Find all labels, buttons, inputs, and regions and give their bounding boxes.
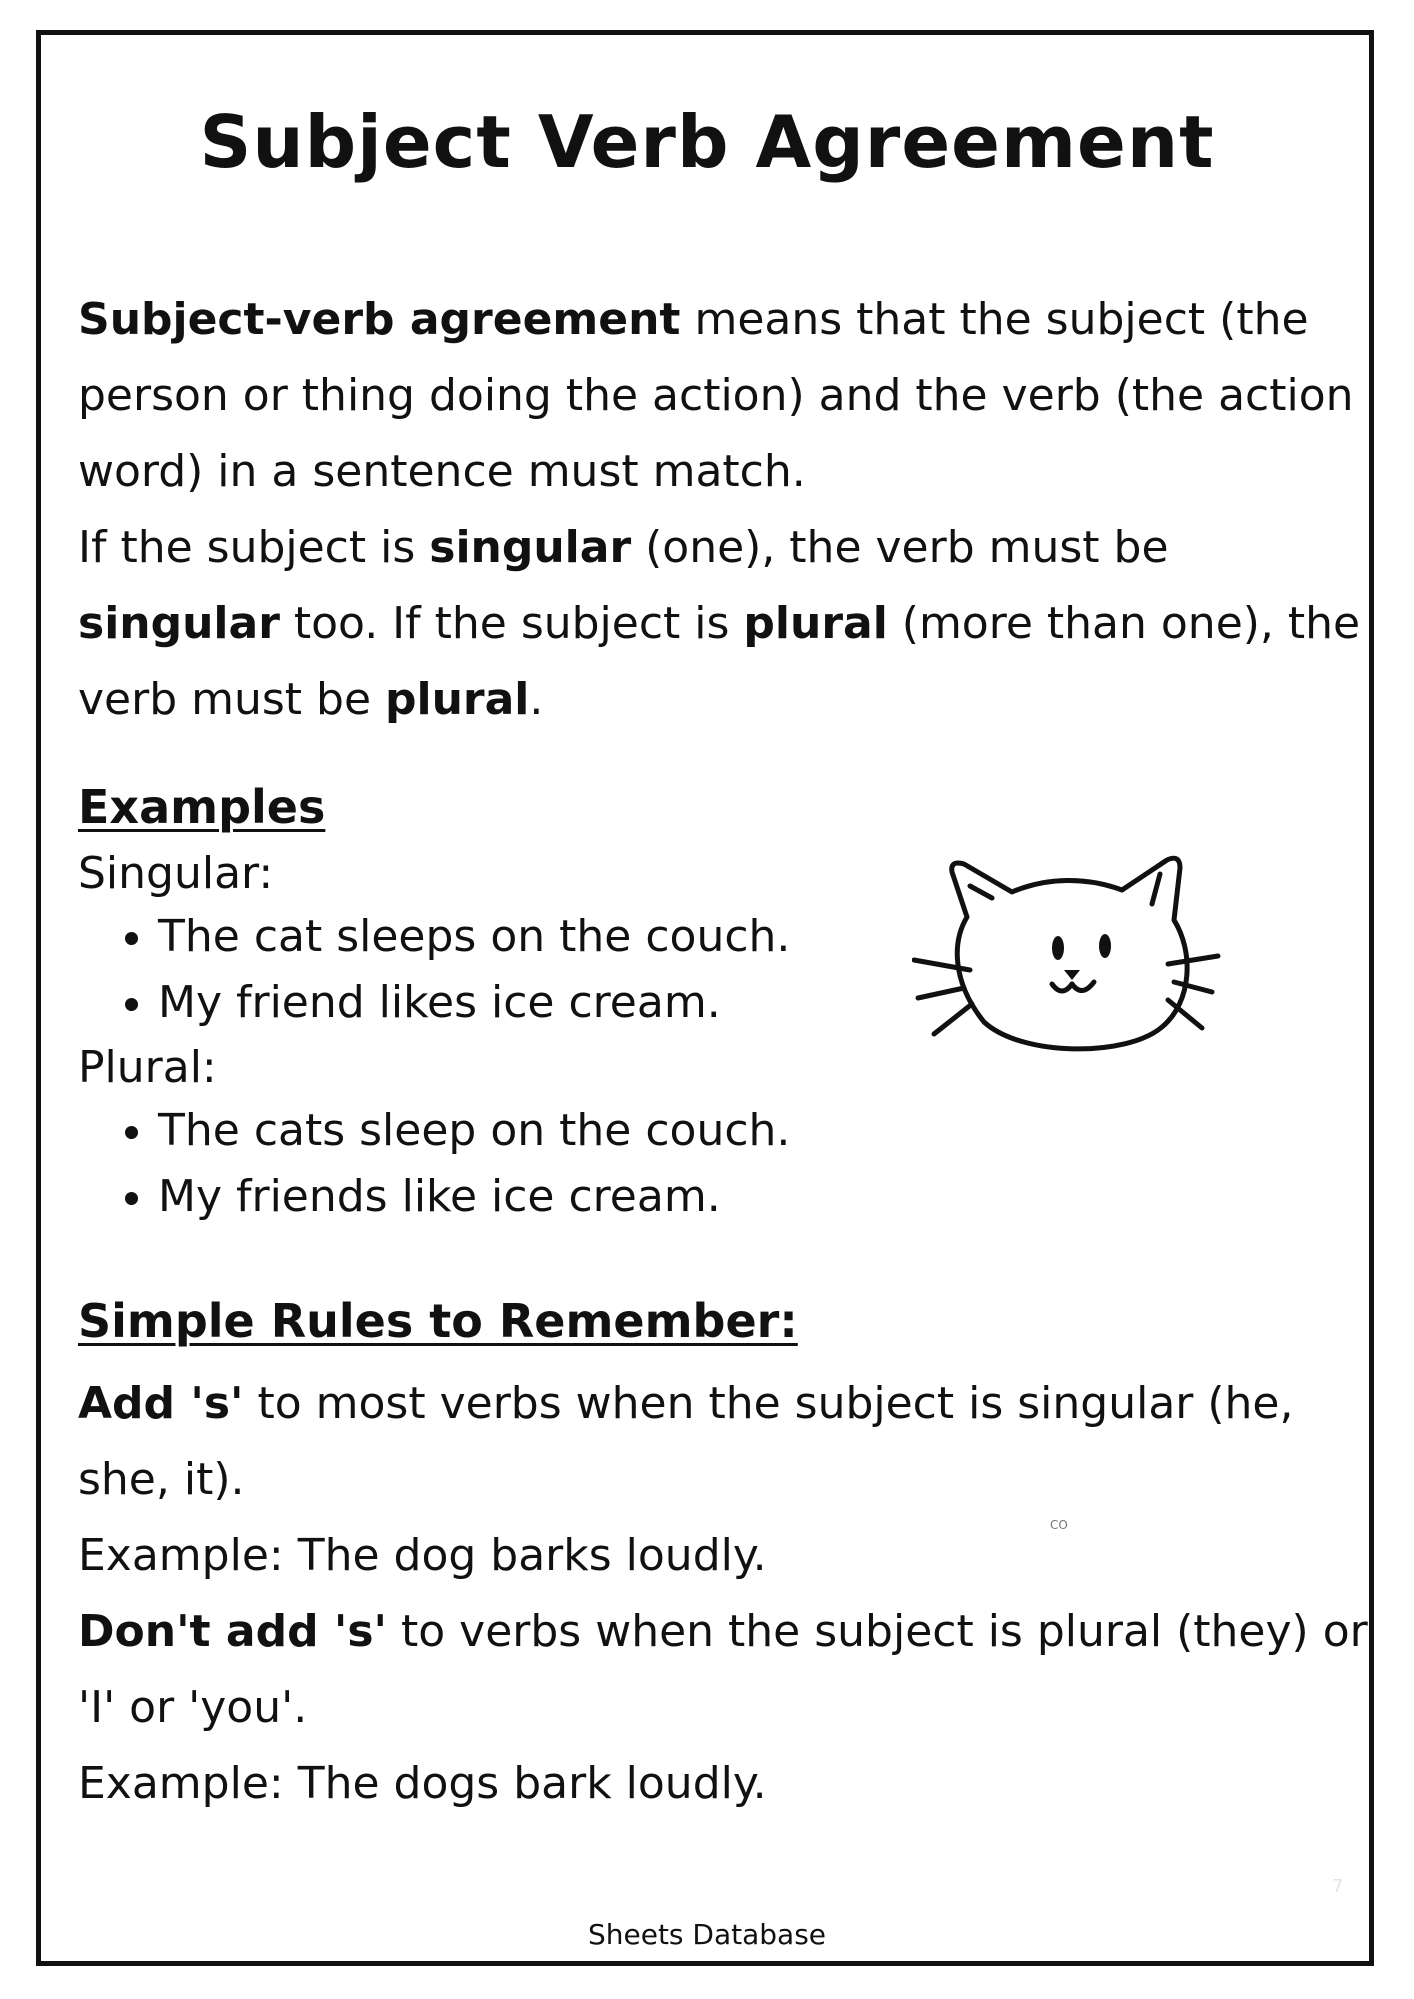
- rule-text-i: .: [529, 674, 544, 725]
- rule-1-bold: Add 's': [78, 1378, 244, 1429]
- rule-2: [78, 1594, 1368, 1746]
- rule-2-text: to verbs when the subject is plural (they) or 'I' or 'you'.: [78, 1606, 1368, 1733]
- list-item: • The cats sleep on the couch.: [158, 1098, 790, 1164]
- rule-text-e: too. If the subject is: [279, 598, 744, 649]
- rule-1: [78, 1366, 1368, 1518]
- list-item: • The cat sleeps on the couch.: [158, 904, 790, 970]
- plural-label: Plural:: [78, 1042, 217, 1093]
- plural-list: [110, 1098, 790, 1230]
- definition-paragraph: [78, 282, 1368, 510]
- rule-bold-plural: plural: [743, 598, 888, 649]
- definition-term: Subject-verb agreement: [78, 294, 681, 345]
- singular-list: [110, 904, 790, 1036]
- rule-2-example: Example: The dogs bark loudly.: [78, 1758, 767, 1809]
- page-title: Subject Verb Agreement: [199, 100, 1215, 184]
- rule-bold-plural-2: plural: [385, 674, 530, 725]
- rule-1-text: to most verbs when the subject is singular (he, she, it).: [78, 1378, 1294, 1505]
- rule-text-g: (more than one), the verb must be: [78, 598, 1361, 725]
- rule-text-c: (one), the verb must be: [631, 522, 1169, 573]
- rule-bold-singular: singular: [429, 522, 632, 573]
- rule-text-a: If the subject is: [78, 522, 430, 573]
- rule-bold-singular-2: singular: [78, 598, 280, 649]
- footer-credit: Sheets Database: [587, 1918, 827, 1951]
- cat-face-icon: [912, 852, 1228, 1072]
- list-item: • My friends like ice cream.: [158, 1164, 790, 1230]
- rule-paragraph: [78, 510, 1368, 738]
- page-number: 7: [1332, 1876, 1344, 1897]
- rule-1-example: Example: The dog barks loudly.: [78, 1530, 767, 1581]
- rule-2-bold: Don't add 's': [78, 1606, 388, 1657]
- definition-text: means that the subject (the person or thing doing the action) and the verb (the action word) in a sentence must match.: [78, 294, 1354, 497]
- examples-heading: Examples: [78, 780, 326, 834]
- list-item: • My friend likes ice cream.: [158, 970, 790, 1036]
- small-watermark: CO: [1050, 1518, 1068, 1532]
- rules-heading: Simple Rules to Remember:: [78, 1294, 798, 1348]
- singular-label: Singular:: [78, 848, 274, 899]
